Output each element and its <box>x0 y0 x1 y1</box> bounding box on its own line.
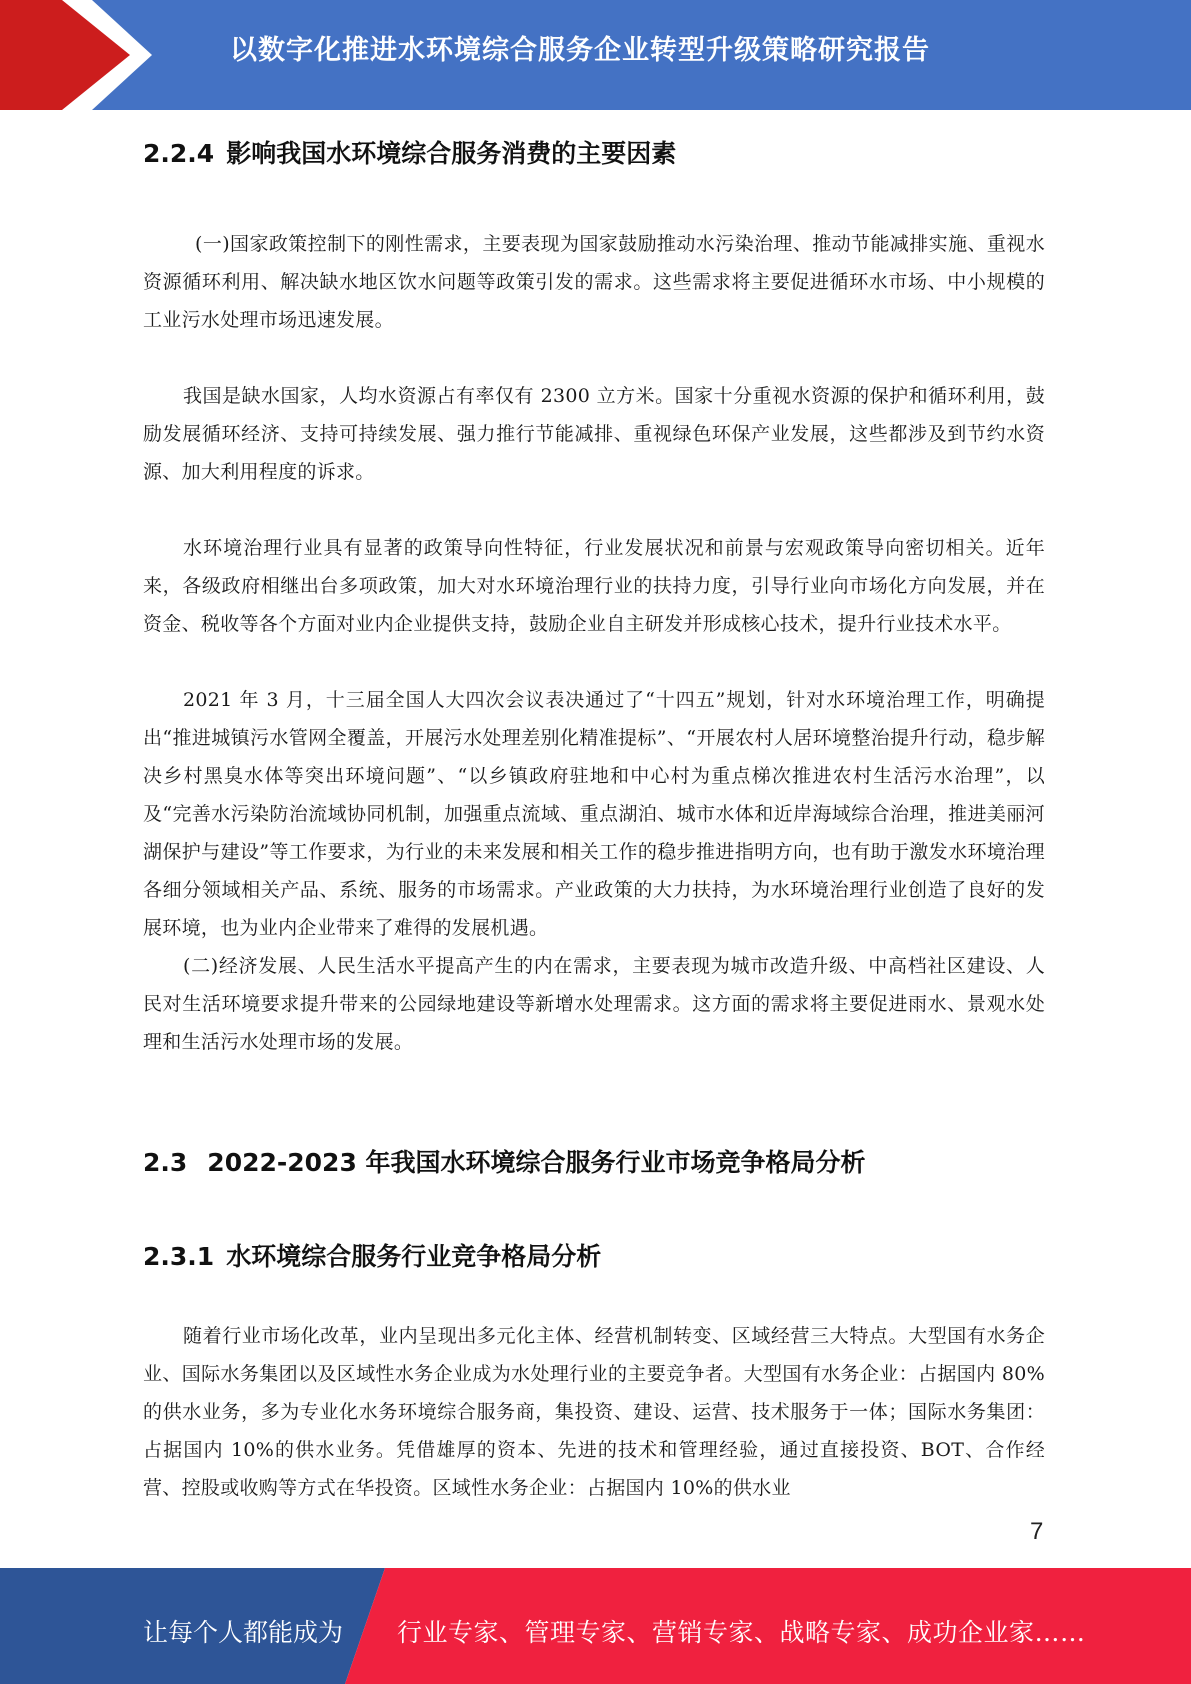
section-heading-2-3 <box>143 1143 1045 1179</box>
section-heading-2-2-4 <box>143 134 1045 170</box>
section-heading-2-3-1 <box>143 1237 1045 1273</box>
section-number: 2.2.4 <box>143 139 215 168</box>
paragraph: 2021 年 3 月，十三届全国人大四次会议表决通过了“十四五”规划，针对水环境治理工作，明确提出“推进城镇污水管网全覆盖，开展污水处理差别化精准提标”、“开展农村人居环境整治提升行动，稳步解决乡村黑臭水体等突出环境问题”、“以乡镇政府驻地和中心村为重点梯次推进农村生活污水治理”，以及“完善水污染防治流域协同机制，加强重点流域、重点湖泊、城市水体和近岸海域综合治理，推进美丽河湖保护与建设”等工作要求，为行业的未来发展和相关工作的稳步推进指明方向，也有助于激发水环境治理各细分领域相关产品、系统、服务的市场需求。产业政策的大力扶持，为水环境治理行业创造了良好的发展环境，也为业内企业带来了难得的发展机遇。 <box>143 689 1045 939</box>
paragraph: 水环境治理行业具有显著的政策导向性特征，行业发展状况和前景与宏观政策导向密切相关。近年来，各级政府相继出台多项政策，加大对水环境治理行业的扶持力度，引导行业向市场化方向发展，并在资金、税收等各个方面对业内企业提供支持，鼓励企业自主研发并形成核心技术，提升行业技术水平。 <box>143 537 1045 635</box>
report-title: 以数字化推进水环境综合服务企业转型升级策略研究报告 <box>230 35 930 66</box>
page-footer <box>0 1568 1191 1684</box>
paragraph: 随着行业市场化改革，业内呈现出多元化主体、经营机制转变、区域经营三大特点。大型国有水务企业、国际水务集团以及区域性水务企业成为水处理行业的主要竞争者。大型国有水务企业：占据国内 80%的供水业务，多为专业化水务环境综合服务商，集投资、建设、运营、技术服务于一体；国际水务集团：占据国内 10%的供水业务。凭借雄厚的资本、先进的技术和管理经验，通过直接投资、BOT、合作经营、控股或收购等方式在华投资。区域性水务企业：占据国内 10%的供水业 <box>143 1325 1045 1499</box>
document-body <box>143 128 1045 1507</box>
page-number: 7 <box>1030 1518 1044 1545</box>
section-number: 2.3 <box>143 1148 188 1177</box>
section-title: 影响我国水环境综合服务消费的主要因素 <box>226 139 677 168</box>
paragraph: (一)国家政策控制下的刚性需求，主要表现为国家鼓励推动水污染治理、推动节能减排实施、重视水资源循环利用、解决缺水地区饮水问题等政策引发的需求。这些需求将主要促进循环水市场、中小规模的工业污水处理市场迅速发展。 <box>143 233 1045 331</box>
page-header <box>0 0 1191 110</box>
section-title: 2022-2023 年我国水环境综合服务行业市场竞争格局分析 <box>207 1148 866 1177</box>
footer-slogan-left: 让每个人都能成为 <box>143 1618 344 1647</box>
paragraph: (二)经济发展、人民生活水平提高产生的内在需求，主要表现为城市改造升级、中高档社区建设、人民对生活环境要求提升带来的公园绿地建设等新增水处理需求。这方面的需求将主要促进雨水、景观水处理和生活污水处理市场的发展。 <box>143 955 1045 1053</box>
section-number: 2.3.1 <box>143 1242 215 1271</box>
section-title: 水环境综合服务行业竞争格局分析 <box>226 1242 602 1271</box>
footer-slogan-right: 行业专家、管理专家、营销专家、战略专家、成功企业家…… <box>397 1618 1086 1647</box>
paragraph: 我国是缺水国家，人均水资源占有率仅有 2300 立方米。国家十分重视水资源的保护和循环利用，鼓励发展循环经济、支持可持续发展、强力推行节能减排、重视绿色环保产业发展，这些都涉及到节约水资源、加大利用程度的诉求。 <box>143 385 1045 483</box>
